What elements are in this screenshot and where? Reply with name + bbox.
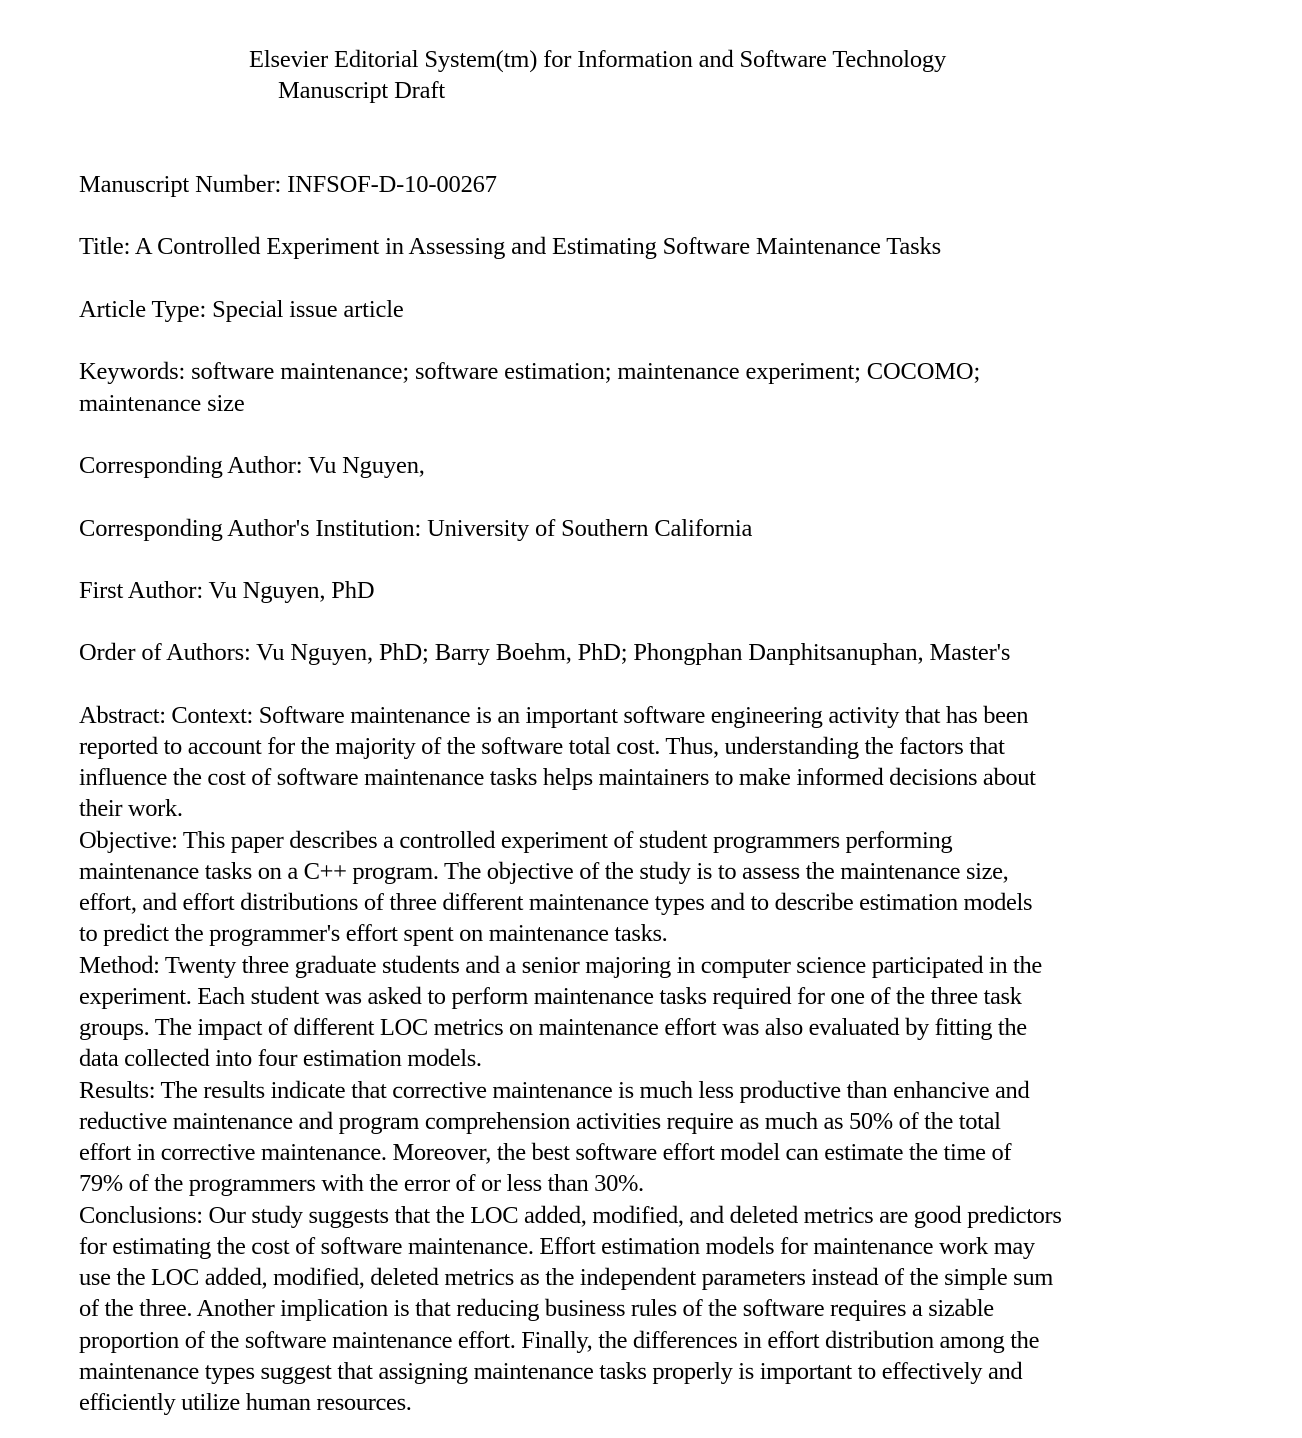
draft-label: Manuscript Draft (278, 77, 446, 104)
abstract-line: Objective: This paper describes a controlled experiment of student programmers performing (79, 827, 953, 854)
keywords-line-2: maintenance size (79, 390, 245, 417)
manuscript-number: Manuscript Number: INFSOF-D-10-00267 (79, 171, 497, 198)
system-header: Elsevier Editorial System(tm) for Information and Software Technology (249, 46, 947, 73)
abstract-line: efficiently utilize human resources. (79, 1389, 412, 1416)
abstract-line: data collected into four estimation models. (79, 1045, 482, 1072)
first-author: First Author: Vu Nguyen, PhD (79, 577, 375, 604)
abstract-line: maintenance tasks on a C++ program. The objective of the study is to assess the maintenance size, (79, 858, 1009, 885)
abstract-line: Conclusions: Our study suggests that the LOC added, modified, and deleted metrics are good predictors (79, 1202, 1062, 1229)
abstract-line: 79% of the programmers with the error of or less than 30%. (79, 1170, 644, 1197)
abstract-line: for estimating the cost of software maintenance. Effort estimation models for maintenance work may (79, 1233, 1035, 1260)
article-type: Article Type: Special issue article (79, 296, 404, 323)
abstract-line: experiment. Each student was asked to perform maintenance tasks required for one of the three task (79, 983, 1022, 1010)
abstract-line: effort, and effort distributions of three different maintenance types and to describe estimation models (79, 889, 1033, 916)
abstract-line: reported to account for the majority of the software total cost. Thus, understanding the factors that (79, 733, 1005, 760)
corresponding-institution: Corresponding Author's Institution: University of Southern California (79, 515, 753, 542)
manuscript-title: Title: A Controlled Experiment in Assessing and Estimating Software Maintenance Tasks (79, 233, 942, 260)
abstract-line: proportion of the software maintenance effort. Finally, the differences in effort distribution among the (79, 1327, 1040, 1354)
abstract-line: Abstract: Context: Software maintenance is an important software engineering activity that has been (79, 702, 1029, 729)
abstract-line: their work. (79, 795, 183, 822)
abstract-line: of the three. Another implication is that reducing business rules of the software requires a sizable (79, 1295, 994, 1322)
abstract-line: to predict the programmer's effort spent on maintenance tasks. (79, 920, 668, 947)
order-of-authors: Order of Authors: Vu Nguyen, PhD; Barry Boehm, PhD; Phongphan Danphitsanuphan, Master's (79, 639, 1011, 666)
abstract-line: use the LOC added, modified, deleted metrics as the independent parameters instead of the simple sum (79, 1264, 1053, 1291)
abstract-line: influence the cost of software maintenance tasks helps maintainers to make informed decisions about (79, 764, 1036, 791)
abstract-line: Results: The results indicate that corrective maintenance is much less productive than enhancive and (79, 1077, 1030, 1104)
abstract-line: reductive maintenance and program comprehension activities require as much as 50% of the total (79, 1108, 1001, 1135)
corresponding-author: Corresponding Author: Vu Nguyen, (79, 452, 425, 479)
abstract-line: effort in corrective maintenance. Moreover, the best software effort model can estimate the time of (79, 1139, 1012, 1166)
abstract-line: groups. The impact of different LOC metrics on maintenance effort was also evaluated by fitting the (79, 1014, 1027, 1041)
abstract-line: maintenance types suggest that assigning maintenance tasks properly is important to effectively and (79, 1358, 1023, 1385)
keywords-line-1: Keywords: software maintenance; software estimation; maintenance experiment; COCOMO; (79, 358, 981, 385)
abstract-line: Method: Twenty three graduate students and a senior majoring in computer science participated in the (79, 952, 1042, 979)
